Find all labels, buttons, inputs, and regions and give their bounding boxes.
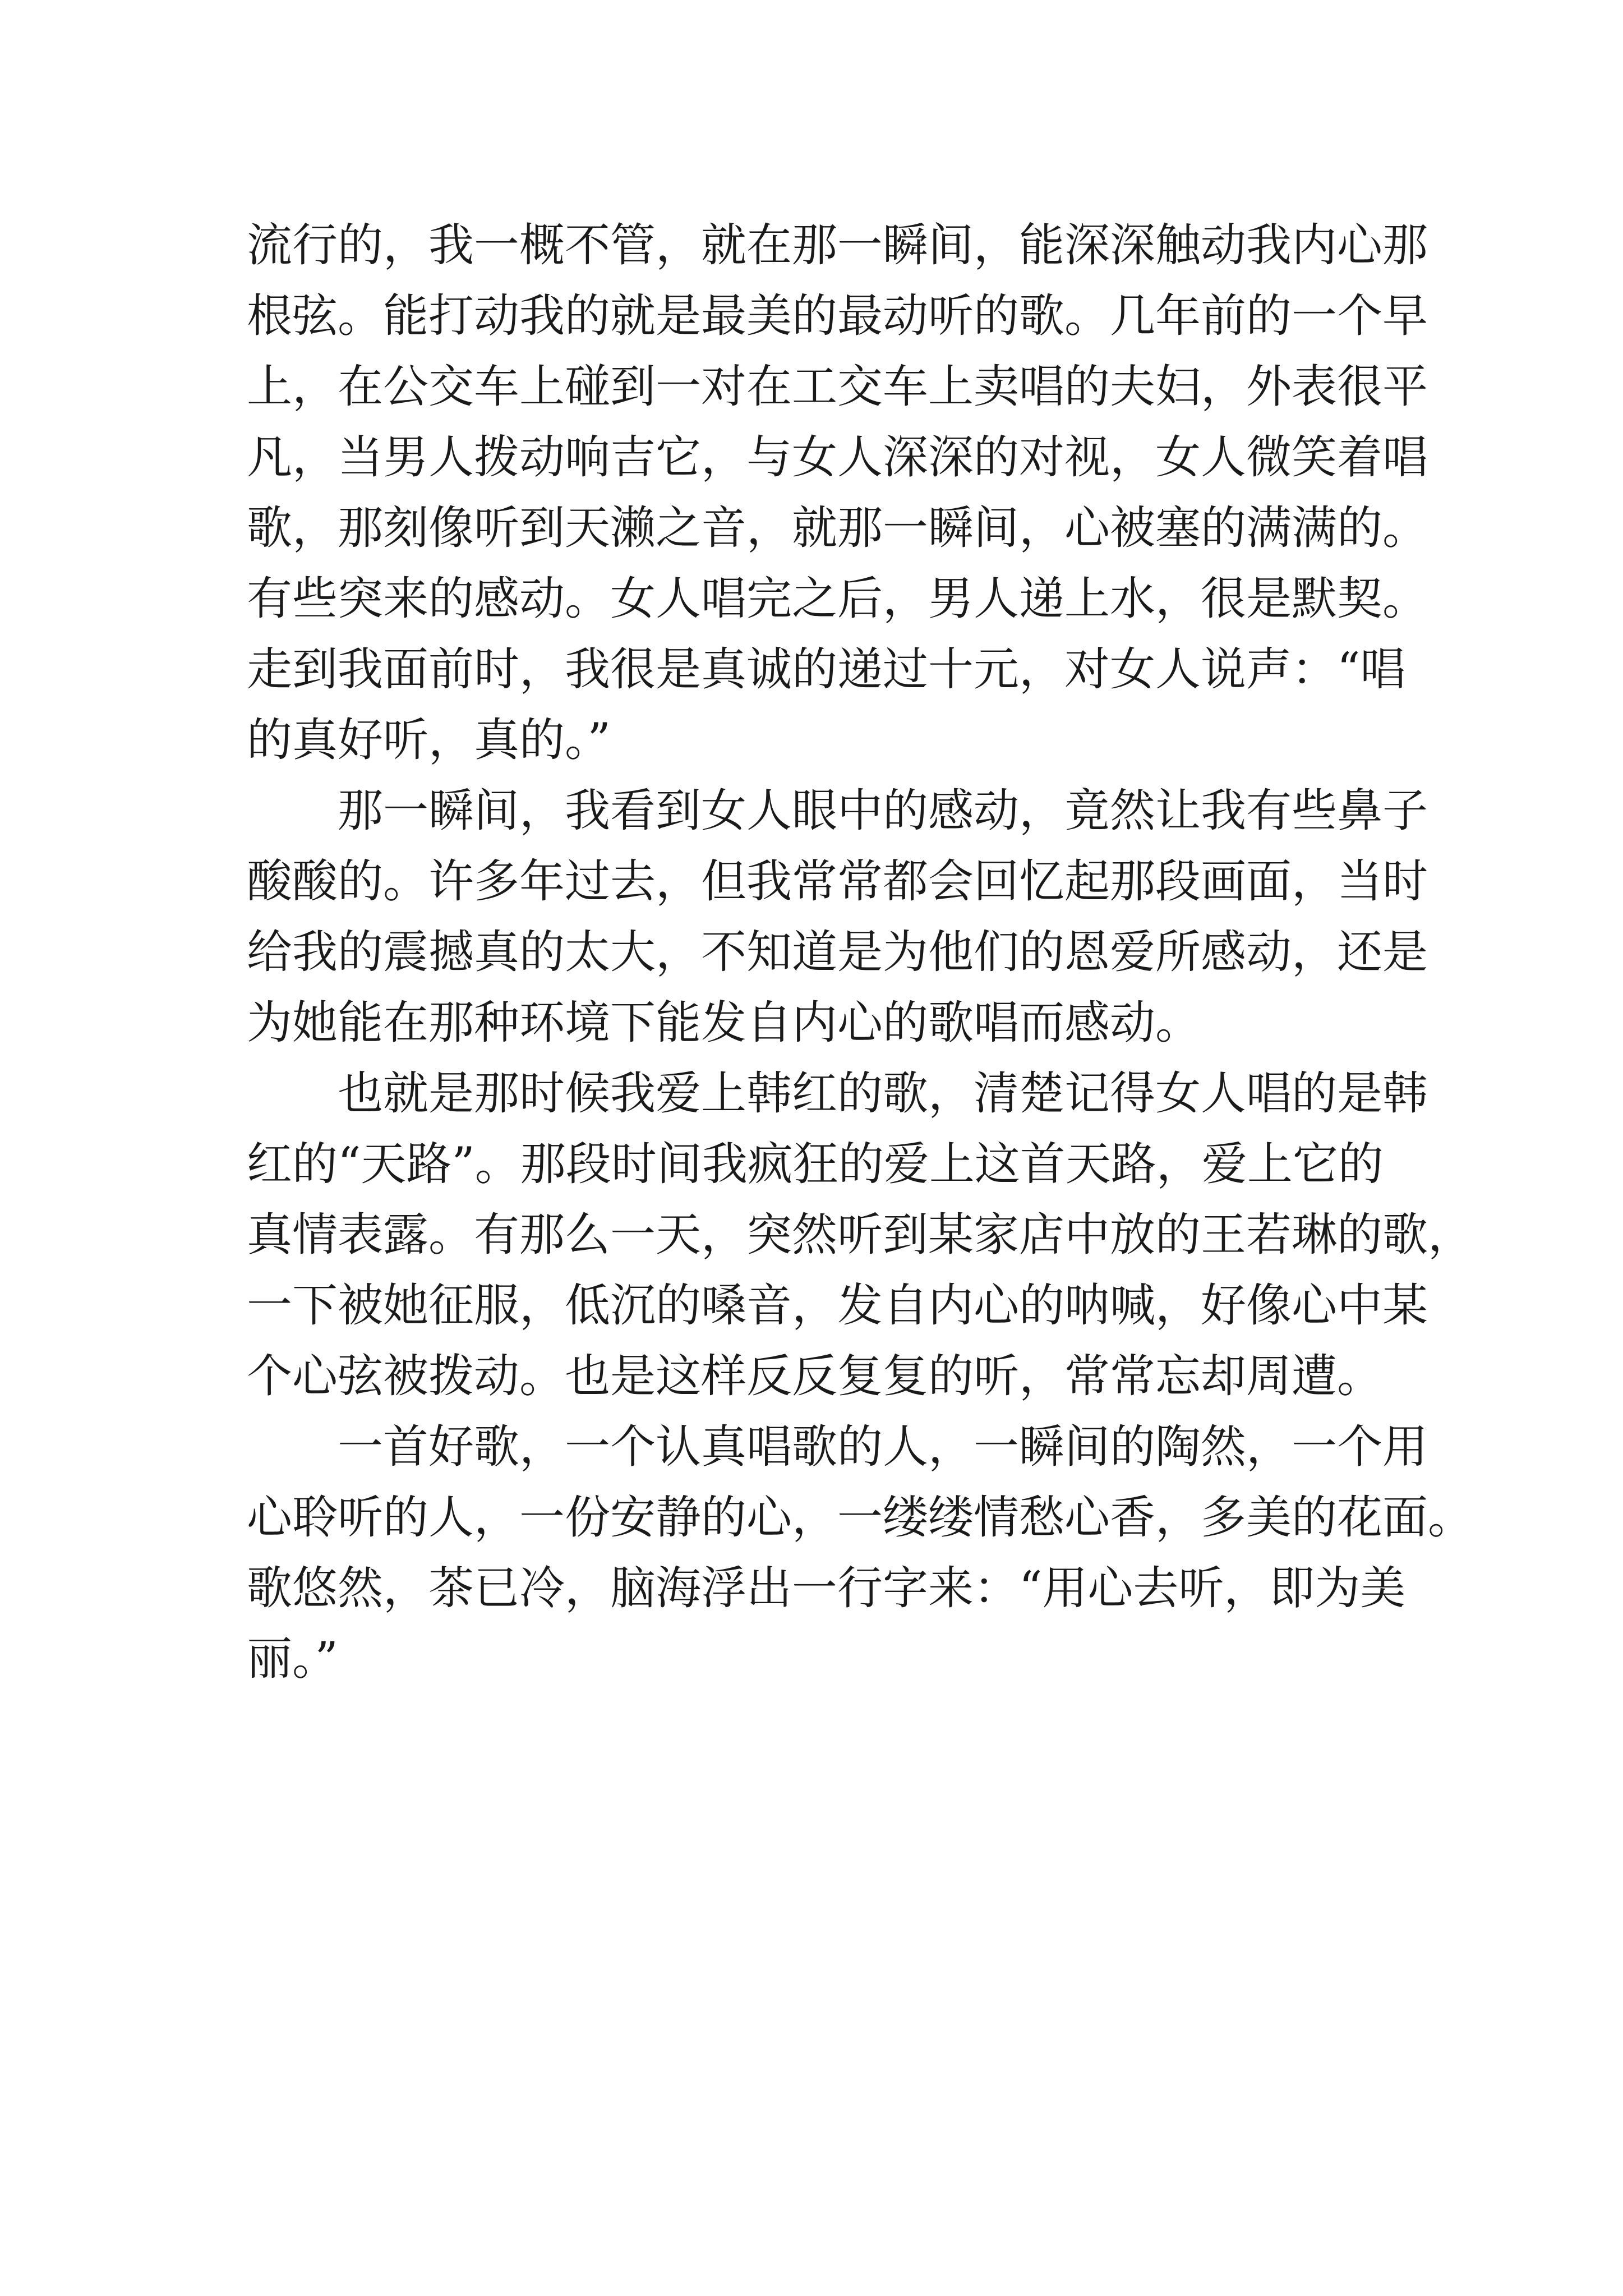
text-line: 给我的震撼真的太大，不知道是为他们的恩爱所感动，还是 — [247, 926, 1428, 979]
text-line: 酸酸的。许多年过去，但我常常都会回忆起那段画面，当时 — [247, 855, 1428, 908]
text-line: 一首好歌，一个认真唱歌的人，一瞬间的陶然，一个用 — [338, 1421, 1428, 1474]
text-line: 走到我面前时，我很是真诚的递过十元，对女人说声：“唱 — [247, 643, 1406, 696]
text-line: 根弦。能打动我的就是最美的最动听的歌。几年前的一个早 — [247, 290, 1428, 343]
text-line: 红的“天路”。那段时间我疯狂的爱上这首天路，爱上它的 — [247, 1138, 1384, 1191]
text-line: 上，在公交车上碰到一对在工交车上卖唱的夫妇，外表很平 — [247, 361, 1428, 413]
text-line: 也就是那时候我爱上韩红的歌，清楚记得女人唱的是韩 — [338, 1068, 1428, 1120]
text-line: 的真好听，真的。” — [247, 714, 611, 767]
text-line: 那一瞬间，我看到女人眼中的感动，竟然让我有些鼻子 — [338, 785, 1428, 838]
text-line: 流行的，我一概不管，就在那一瞬间，能深深触动我内心那 — [247, 219, 1428, 272]
body-text — [247, 210, 1474, 1695]
text-line: 为她能在那种环境下能发自内心的歌唱而感动。 — [247, 997, 1201, 1050]
text-line: 歌，那刻像听到天濑之音，就那一瞬间，心被塞的满满的。 — [247, 502, 1428, 555]
text-line: 丽。” — [247, 1633, 338, 1686]
paragraph — [247, 210, 1428, 776]
text-line: 凡，当男人拨动响吉它，与女人深深的对视，女人微笑着唱 — [247, 431, 1428, 484]
paragraph — [247, 1412, 1474, 1695]
text-line: 有些突来的感动。女人唱完之后，男人递上水，很是默契。 — [247, 573, 1428, 625]
text-line: 一下被她征服，低沉的嗓音，发自内心的呐喊，好像心中某 — [247, 1280, 1428, 1332]
paragraph — [247, 776, 1428, 1059]
text-line: 心聆听的人，一份安静的心，一缕缕情愁心香，多美的花面。 — [247, 1492, 1474, 1544]
text-line: 真情表露。有那么一天，突然听到某家店中放的王若琳的歌， — [247, 1209, 1474, 1262]
text-line: 歌悠然，茶已冷，脑海浮出一行字来：“用心去听，即为美 — [247, 1562, 1406, 1615]
text-line: 个心弦被拨动。也是这样反反复复的听，常常忘却周遭。 — [247, 1350, 1383, 1403]
paragraph — [247, 1059, 1474, 1412]
